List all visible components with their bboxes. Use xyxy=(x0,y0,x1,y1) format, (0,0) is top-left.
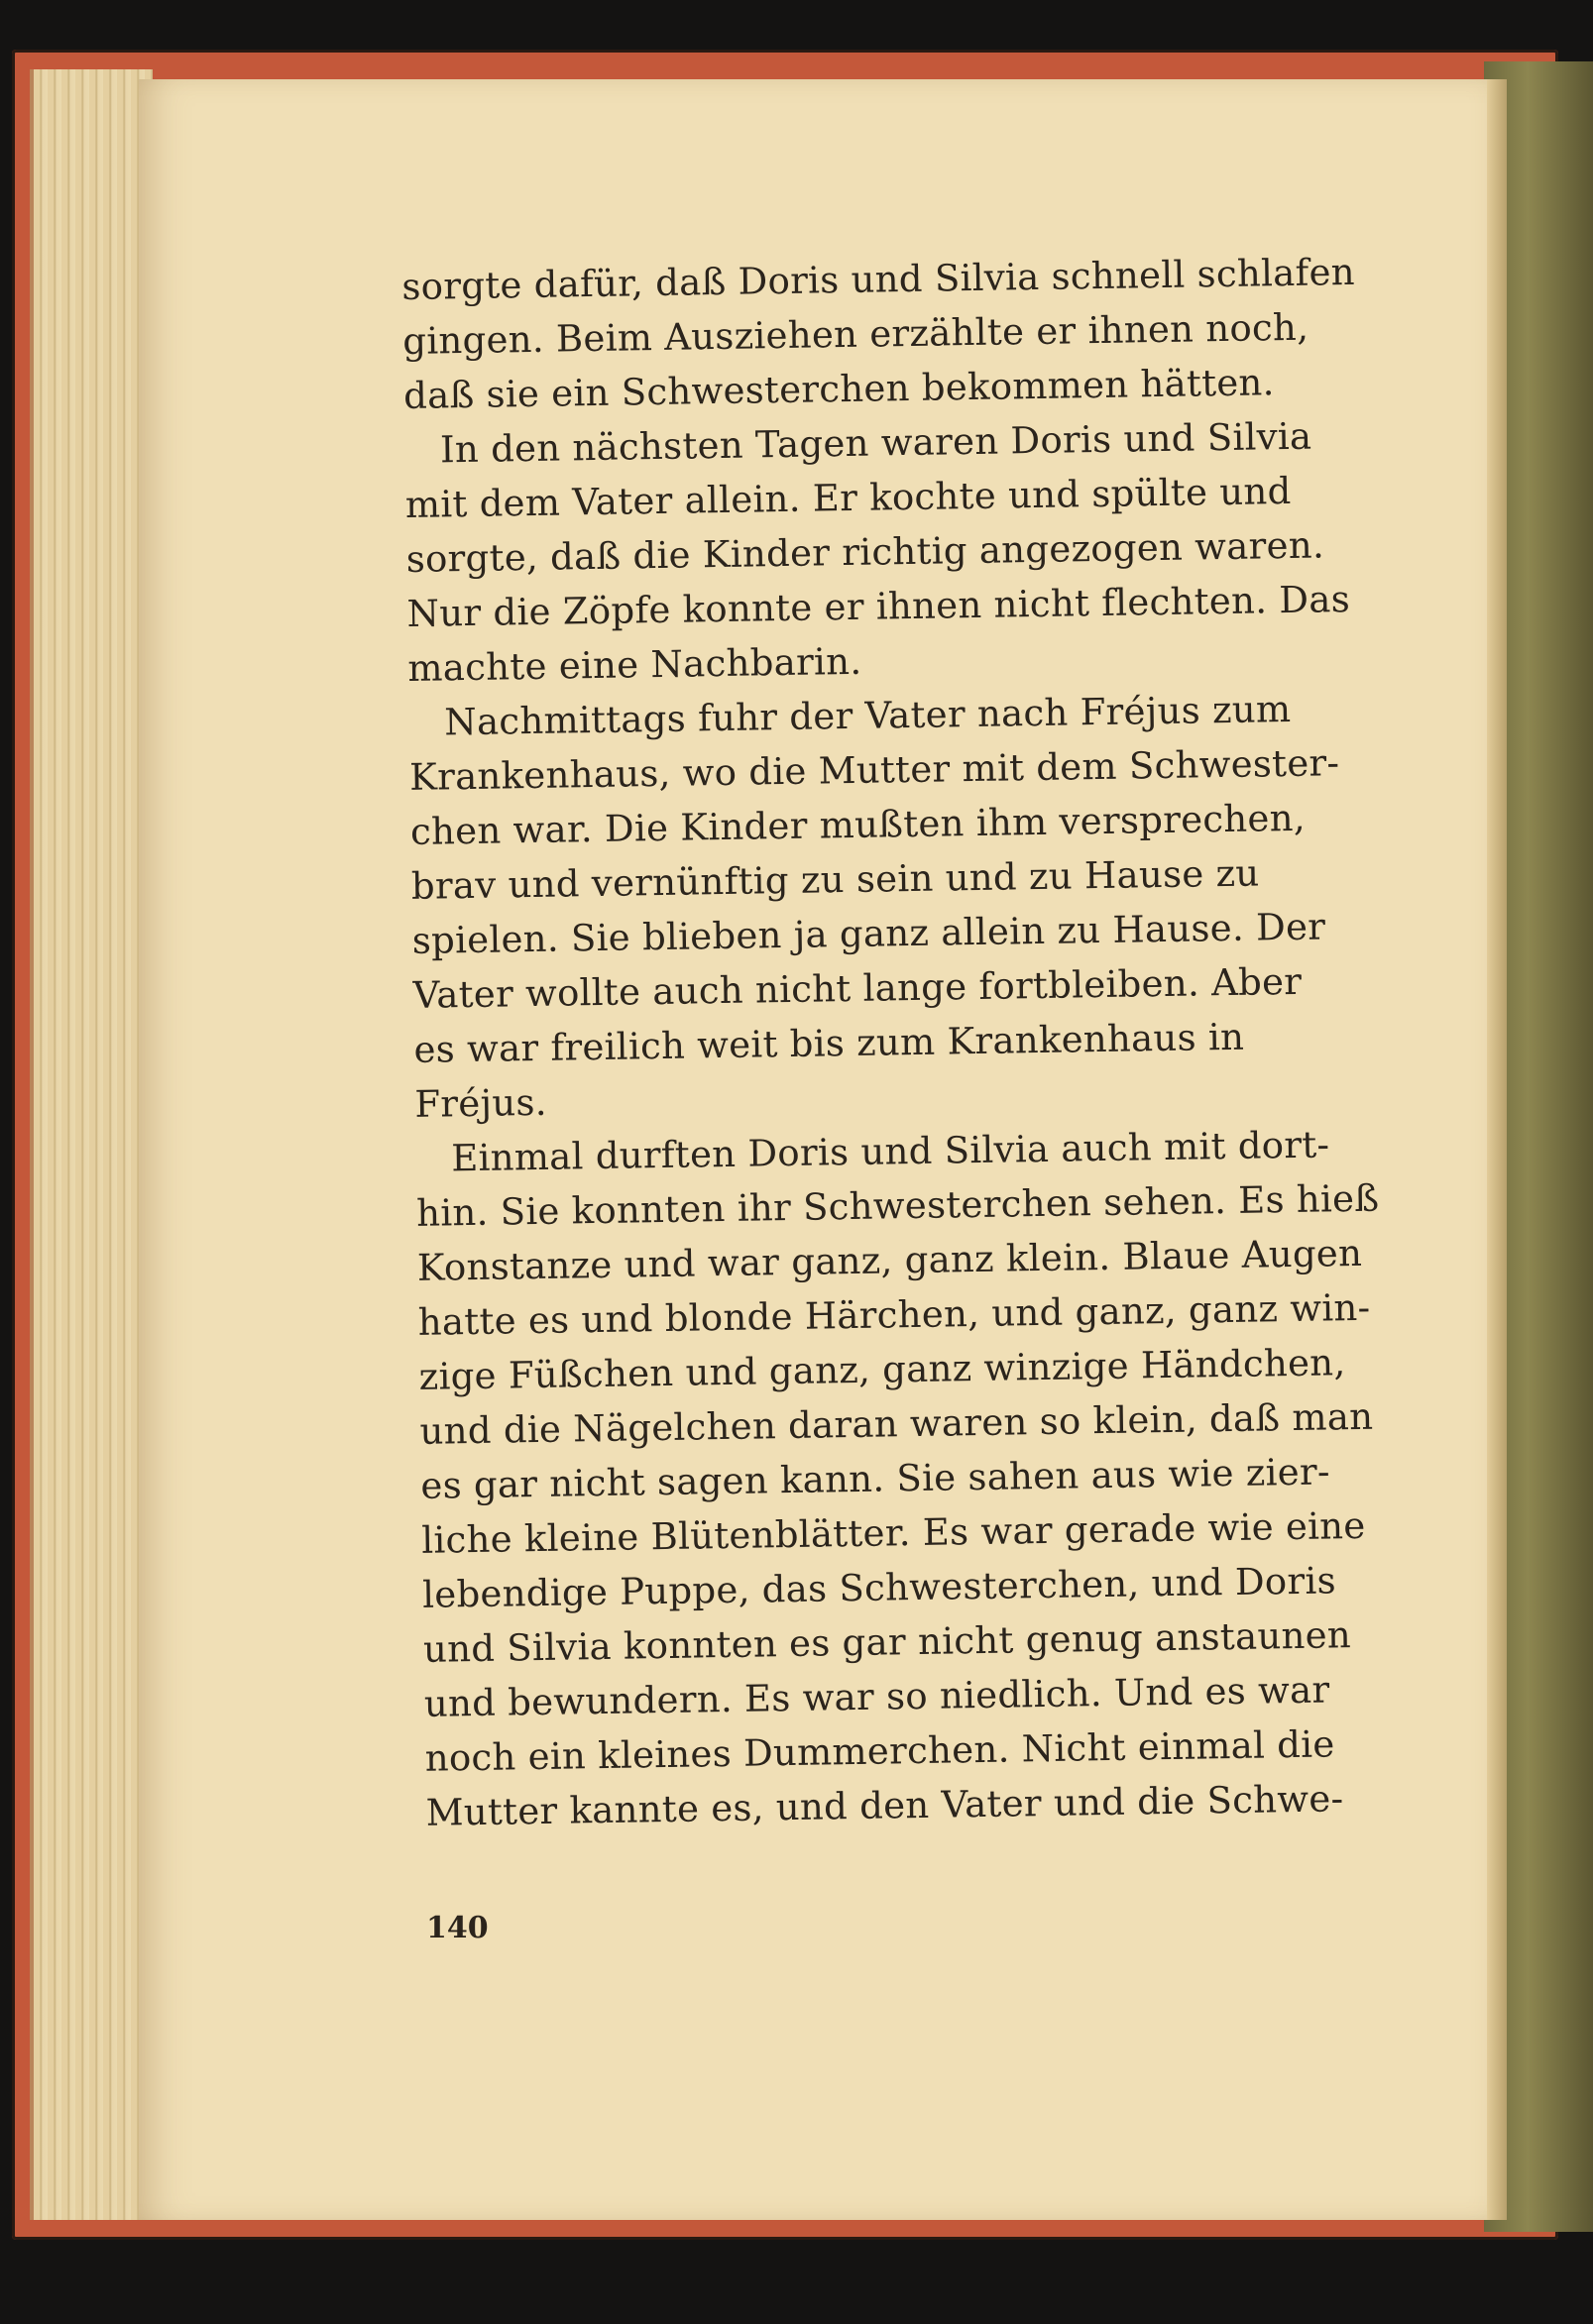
text-line: Nur die Zöpfe konnte er ihnen nicht flechten. Das xyxy=(406,578,1351,635)
text-line: hin. Sie konnten ihr Schwesterchen sehen. Es hieß xyxy=(415,1176,1380,1235)
text-line: Krankenhaus, wo die Mutter mit dem Schwester- xyxy=(408,741,1340,799)
text-line: und Silvia konnten es gar nicht genug anstaunen xyxy=(422,1613,1352,1671)
text-line: und bewundern. Es war so niedlich. Und es war xyxy=(423,1668,1330,1725)
text-line: sorgte, daß die Kinder richtig angezogen waren. xyxy=(405,523,1325,581)
text-line: es war freilich weit bis zum Krankenhaus in xyxy=(413,1015,1245,1071)
text-line: Fréjus. xyxy=(414,1080,548,1126)
text-line: chen war. Die Kinder mußten ihm versprechen, xyxy=(409,796,1307,853)
page-number: 140 xyxy=(426,1911,489,1945)
text-line: Einmal durften Doris und Silvia auch mit dort- xyxy=(450,1123,1330,1180)
text-line: liche kleine Blütenblätter. Es war gerade wie eine xyxy=(420,1503,1366,1562)
text-line: Konstanze und war ganz, ganz klein. Blaue Augen xyxy=(416,1231,1363,1289)
body-text xyxy=(401,245,1380,1839)
text-line: zige Füßchen und ganz, ganz winzige Händchen, xyxy=(418,1341,1346,1398)
text-line: Vater wollte auch nicht lange fortbleiben. Aber xyxy=(412,959,1303,1017)
text-line: daß sie ein Schwesterchen bekommen hätten. xyxy=(402,361,1276,417)
text-line: lebendige Puppe, das Schwesterchen, und Doris xyxy=(421,1559,1337,1616)
text-line: noch ein kleines Dummerchen. Nicht einmal die xyxy=(424,1722,1335,1780)
text-line: gingen. Beim Ausziehen erzählte er ihnen noch, xyxy=(401,305,1309,363)
text-line: machte eine Nachbarin. xyxy=(407,639,862,690)
page-edges xyxy=(30,69,153,2220)
text-line: In den nächsten Tagen waren Doris und Silvia xyxy=(439,414,1312,472)
text-line: sorgte dafür, daß Doris und Silvia schnell schlafen xyxy=(401,250,1356,308)
text-line: und die Nägelchen daran waren so klein, daß man xyxy=(419,1394,1374,1453)
page-gutter xyxy=(1487,79,1507,2220)
text-line: Nachmittags fuhr der Vater nach Fréjus zum xyxy=(444,687,1292,744)
text-line: mit dem Vater allein. Er kochte und spülte und xyxy=(404,469,1292,526)
text-line: es gar nicht sagen kann. Sie sahen aus wie zier- xyxy=(420,1450,1331,1507)
text-line: brav und vernünftig zu sein und zu Hause zu xyxy=(410,851,1260,908)
text-line: hatte es und blonde Härchen, und ganz, ganz win- xyxy=(417,1285,1371,1344)
text-line: spielen. Sie blieben ja ganz allein zu Hause. Der xyxy=(411,905,1326,962)
text-line: Mutter kannte es, und den Vater und die Schwe- xyxy=(425,1777,1344,1834)
